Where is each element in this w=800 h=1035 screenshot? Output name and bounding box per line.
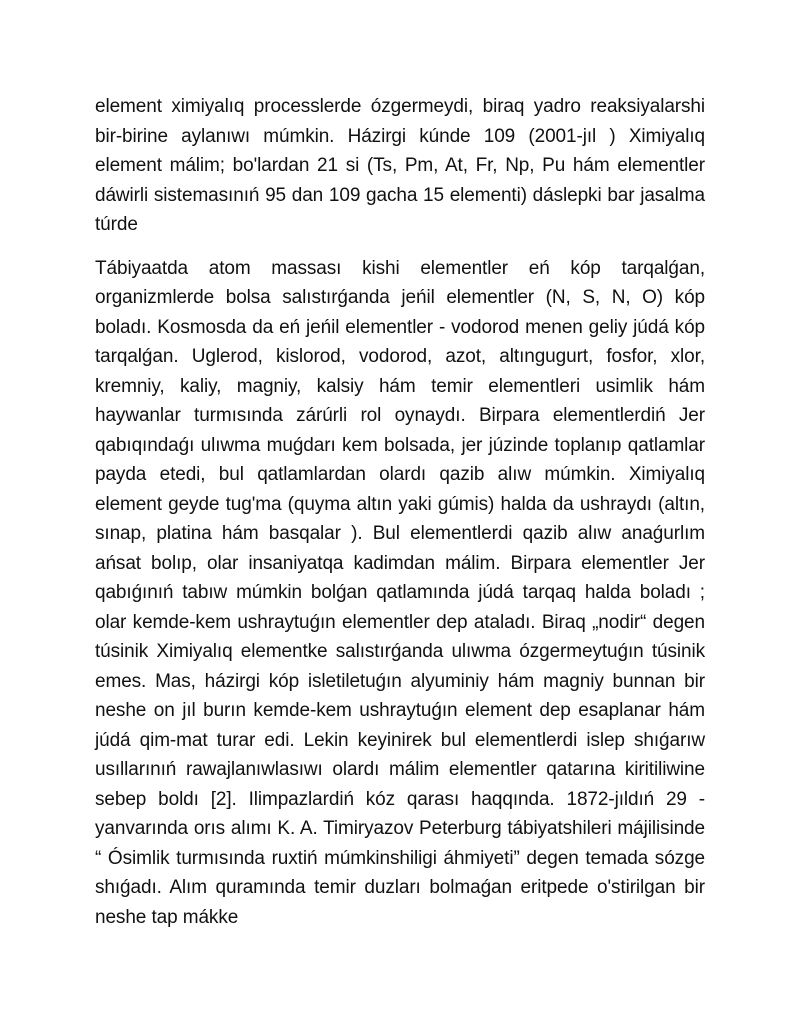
document-page <box>95 92 705 932</box>
paragraph: element ximiyalıq processlerde ózgermeydi, biraq yadro reaksiyalarshi bir-birine aylanıwı múmkin. Házirgi kúnde 109 (2001-jıl ) Ximiyalıq element málim; bo'lardan 21 si (Ts, Pm, At, Fr, Np, Pu hám elementler dáwirli sistemasınıń 95 dan 109 gacha 15 elementi) dáslepki bar jasalma túrde <box>95 96 705 235</box>
paragraph: Tábiyaatda atom massası kishi elementler eń kóp tarqalǵan, organizmlerde bolsa salıstırǵanda jeńil elementler (N, S, N, O) kóp boladı. Kosmosda da eń jeńil elementler - vodorod menen geliy júdá kóp tarqalǵan. Uglerod, kislorod, vodorod, azot, altıngugurt, fosfor, xlor, kremniy, kaliy, magniy, kalsiy hám temir elementleri usimlik hám haywanlar turmısında zárúrli rol oynaydı. Birpara elementlerdiń Jer qabıqındaǵı ulıwma muǵdarı kem bolsada, jer júzinde toplanıp qatlamlar payda etedi, bul qatlamlardan olardı qazib alıw múmkin. Ximiyalıq element geyde tug'ma (quyma altın yaki gúmis) halda da ushraydı (altın, sınap, platina hám basqalar ). Bul elementlerdi qazib alıw anaǵurlım ańsat bolıp, olar insaniyatqa kadimdan málim. Birpara elementler Jer qabıǵınıń tabıw múmkin bolǵan qatlamında júdá tarqaq halda boladı ; olar kemde-kem ushraytuǵın elementler dep ataladı. Biraq „nodir“ degen túsinik Ximiyalıq elementke salıstırǵanda ulıwma ózgermeytuǵın túsinik emes. Mas, házirgi kóp isletiletuǵın alyuminiy hám magniy bunnan bir neshe on jıl burın kemde-kem ushraytuǵın element dep esaplanar hám júdá qim-mat turar edi. Lekin keyinirek bul elementlerdi islep shıǵarıw usıllarınıń rawajlanıwlasıwı olardı málim elementler qatarına kiritiliwine sebep boldı [2]. Ilimpazlardiń kóz qarası haqqında. 1872-jıldıń 29 -yanvarında orıs alımı K. A. Timiryazov Peterburg tábiyatshileri májilisinde “ Ósimlik turmısında ruxtiń múmkinshiligi áhmiyeti” degen temada sózge shıǵadı. Alım quramında temir duzları bolmaǵan eritpede o'stirilgan bir neshe tap mákke <box>95 257 705 928</box>
